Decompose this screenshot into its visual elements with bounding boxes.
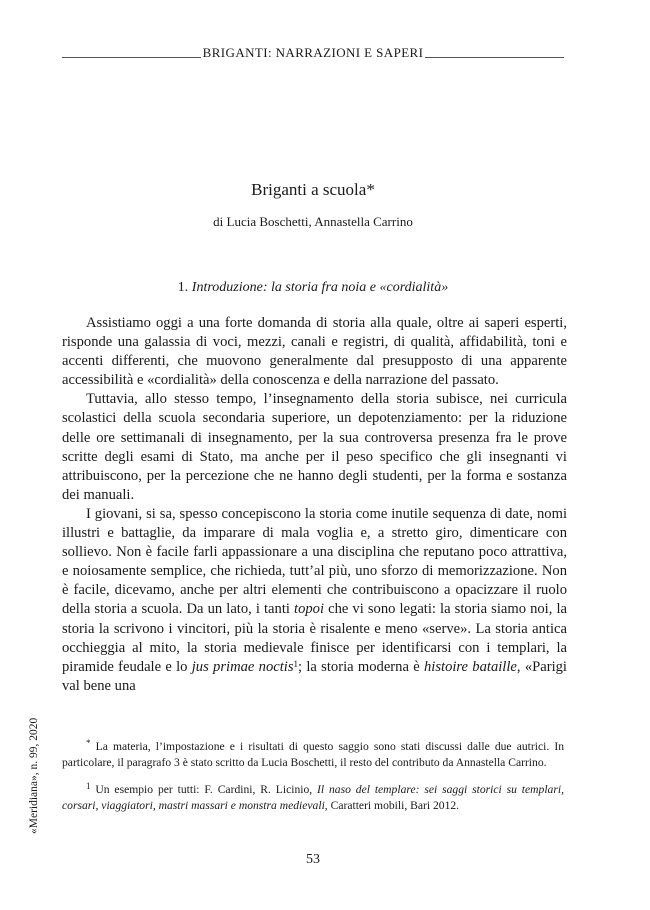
section-title: Introduzione: la storia fra noia e «cordialità»: [191, 280, 449, 295]
paragraph-3-text-d: , «Parigi val bene una: [62, 658, 567, 694]
paragraph-2: Tuttavia, allo stesso tempo, l’insegnamento della storia subisce, nei curricula scolastici della scuola secondaria superiore, un depotenziamento: per la riduzione delle ore settimanali di insegnamento, per la sua controversa presenza fra le prove scritte degli esami di Stato, ma anche per il peso specifico che gli insegnanti vi attribuiscono, per la percezione che ne hanno degli studenti, per la forma e sostanza dei manuali.: [62, 391, 567, 503]
paragraph-1: Assistiamo oggi a una forte domanda di storia alla quale, oltre ai saperi esperti, risponde una galassia di voci, mezzi, canali e registri, di qualità, affidabilità, toni e accenti differenti, che muovono generalmente dal presupposto di una apparente accessibilità e «cordialità» della conoscenza e della narrazione del passato.: [62, 315, 567, 389]
footnote-star-text: La materia, l’impostazione e i risultati di questo saggio sono stati discussi dalle due autrici. In particolare, il paragrafo 3 è stato scritto da Lucia Boschetti, il resto del contributo da Annastella Carrino.: [62, 740, 564, 769]
page-number: 53: [306, 852, 320, 867]
term-histoire-bataille: histoire bataille: [423, 658, 517, 675]
term-topoi: topoi: [294, 601, 325, 618]
section-heading: [62, 280, 564, 296]
footnote-1-text-b: , Caratteri mobili, Bari 2012.: [324, 798, 460, 812]
footnote-star-marker: *: [86, 738, 91, 748]
running-head-text: BRIGANTI: NARRAZIONI E SAPERI: [202, 45, 424, 60]
header-rule-right: [425, 57, 564, 58]
article-authors: di Lucia Boschetti, Annastella Carrino: [213, 214, 413, 229]
paragraph-3-text-a: I giovani, si sa, spesso concepiscono la storia come inutile sequenza di date, nomi illustri e battaglie, da imparare di mala voglia e, a stretto giro, dimenticare con sollievo. Non è facile farli appassionare a una disciplina che reputano poco attrattiva, e noiosamente semplice, che richieda, tutt’al più, uno sforzo di memorizzazione. Non è facile, dicevamo, anche per altri elementi che contribuiscono a opacizzare il ruolo della storia a scuola. Da un lato, i tanti: [62, 505, 567, 618]
running-head: [62, 43, 564, 63]
footnote-1-text-a: Un esempio per tutti: F. Cardini, R. Licinio,: [90, 783, 318, 797]
footnote-ref-1[interactable]: 1: [293, 658, 299, 669]
footnotes: [62, 739, 564, 813]
footnote-1-marker: 1: [86, 781, 91, 792]
article-title: Briganti a scuola*: [251, 180, 375, 199]
paragraph-3: [62, 505, 567, 696]
paragraph-3-text-b: che vi sono legati: la storia siamo noi, la storia la scrivono i vincitori, più la storia è risalente e meno «serve». La storia antica occhieggia al mito, la storia medievale finisce per identificarsi con i templari, la piramide feudale e lo: [62, 601, 567, 675]
footnote-1: [62, 782, 564, 813]
journal-side-note: «Meridiana», n. 99, 2020: [28, 717, 40, 834]
footnote-star: [62, 739, 564, 770]
paragraph-3-text-c: ; la storia moderna è: [298, 658, 424, 675]
body-text: [62, 314, 567, 696]
term-jus-primae-noctis: jus primae noctis: [191, 658, 294, 675]
footnote-1-book-title: Il naso del templare: sei saggi storici su templari, corsari, viaggiatori, mastri massari e monstra medievali: [62, 783, 564, 812]
header-rule-left: [62, 57, 201, 58]
section-number: 1.: [177, 280, 189, 295]
